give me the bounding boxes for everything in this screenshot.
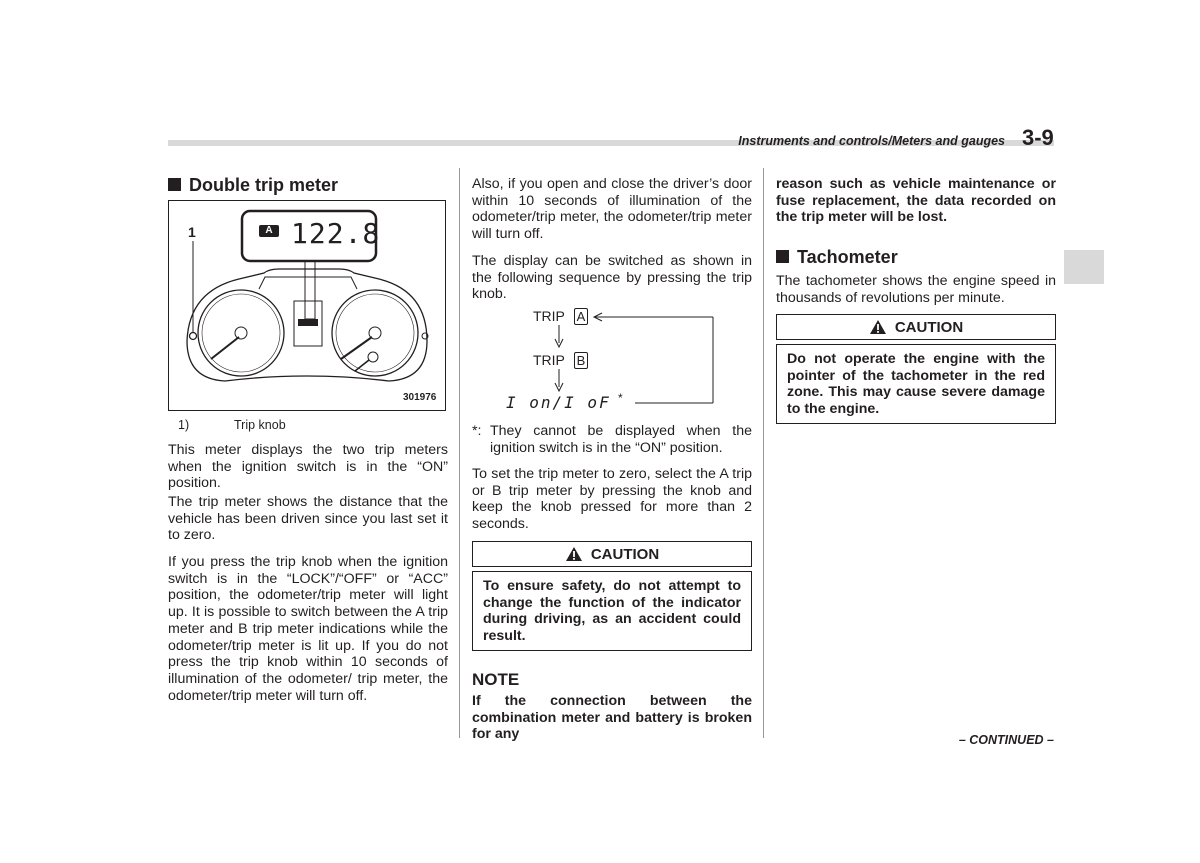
footnote-mark: *: — [472, 423, 482, 439]
section-title: Instruments and controls/Meters and gauges — [738, 134, 1005, 148]
warning-icon — [565, 546, 583, 562]
caution-title: CAUTION — [590, 545, 660, 563]
display-sequence-diagram — [500, 305, 730, 417]
paragraph: The trip meter shows the distance that the vehicle has been driven since you last set it to zero. — [168, 494, 448, 544]
paragraph: This meter displays the two trip meters when the ignition switch is in the “ON” position. — [168, 442, 448, 492]
figure-callout-1: 1 — [188, 224, 196, 240]
trip-a-box: A — [574, 308, 588, 325]
note-title: NOTE — [472, 670, 520, 689]
caution-body: Do not operate the engine with the pointer of the tachometer in the red zone. This may cause severe damage to the engine. — [776, 344, 1056, 424]
caption-text: Trip knob — [234, 418, 286, 432]
caution-body: To ensure safety, do not attempt to change the function of the indicator during driving, as an accident could result. — [472, 571, 752, 651]
caution-title: CAUTION — [894, 318, 964, 336]
page-number: 3-9 — [1022, 125, 1054, 150]
heading-double-trip-meter: Double trip meter — [168, 175, 338, 196]
caution-header — [776, 314, 1056, 340]
caution-header — [472, 541, 752, 567]
column-divider — [763, 168, 764, 738]
heading-tachometer: Tachometer — [776, 247, 898, 268]
trip-label: TRIP — [533, 308, 565, 324]
column-divider — [459, 168, 460, 738]
trip-b-box: B — [574, 352, 588, 369]
trip-label: TRIP — [533, 352, 565, 368]
illumination-display: I on/I oF — [506, 393, 611, 412]
warning-icon — [869, 319, 887, 335]
trip-a-indicator: A — [259, 225, 279, 237]
figure-code: 301976 — [403, 392, 437, 403]
paragraph: The display can be switched as shown in the following sequence by pressing the trip knob. — [472, 253, 752, 303]
continued-label: – CONTINUED – — [958, 733, 1054, 747]
chapter-tab — [1064, 250, 1104, 284]
footnote-star: * — [618, 391, 623, 405]
paragraph: If you press the trip knob when the ignition switch is in the “LOCK”/“OFF” or “ACC” position, the odometer/trip meter will light up. It is possible to switch between the A trip meter and B trip meter indications while the odometer/trip meter is lit up. If you do not press the trip knob within 10 seconds of illumination of the odometer/ trip meter, the odometer/trip meter will turn off. — [168, 554, 448, 704]
odometer-readout: 122.8 — [291, 217, 381, 250]
note-text: If the connection between the combination meter and battery is broken for any — [472, 693, 752, 743]
paragraph: To set the trip meter to zero, select the A trip or B trip meter by pressing the knob and keep the knob pressed for more than 2 seconds. — [472, 466, 752, 533]
footnote: They cannot be displayed when the ignition switch is in the “ON” position. — [490, 423, 752, 456]
paragraph: Also, if you open and close the driver’s door within 10 seconds of illumination of the odometer/trip meter, the odometer/trip meter will turn off. — [472, 176, 752, 243]
caption-number: 1) — [178, 418, 190, 432]
note-continued: reason such as vehicle maintenance or fuse replacement, the data recorded on the trip meter will be lost. — [776, 176, 1056, 226]
paragraph: The tachometer shows the engine speed in thousands of revolutions per minute. — [776, 273, 1056, 306]
instrument-figure — [168, 200, 446, 411]
